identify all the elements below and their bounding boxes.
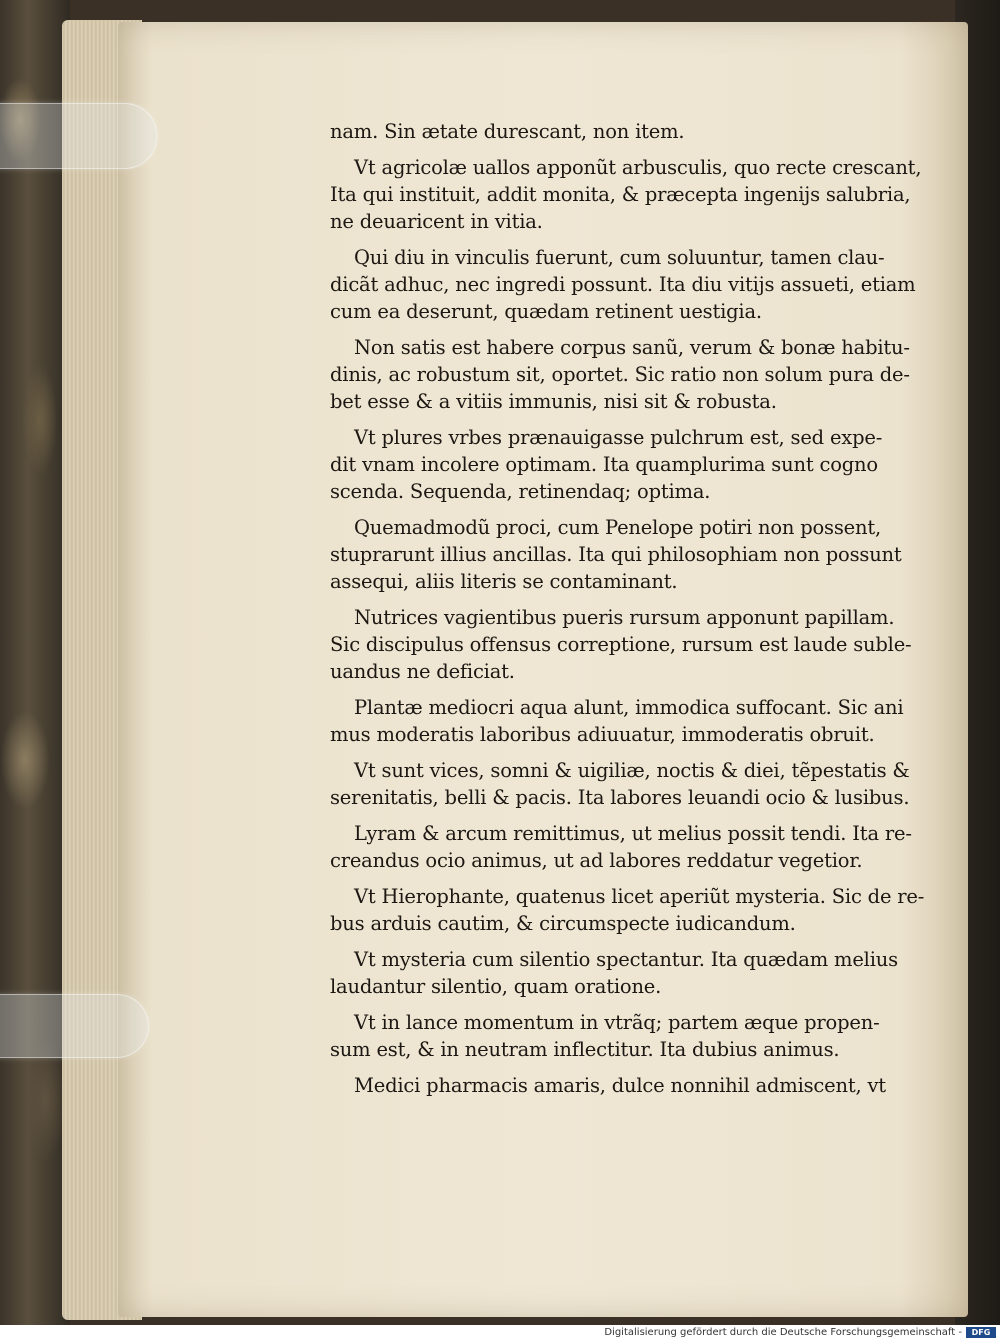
text-line: Plantæ mediocri aqua alunt, immodica suffocant. Sic ani [354, 696, 904, 719]
text-line: scenda. Sequenda, retinendaq; optima. [330, 480, 711, 503]
text-line: serenitatis, belli & pacis. Ita labores leuandi ocio & lusibus. [330, 786, 910, 809]
page-clip-bottom [0, 994, 149, 1058]
text-line: Vt mysteria cum silentio spectantur. Ita quædam melius [354, 948, 898, 971]
text-line: Qui diu in vinculis fuerunt, cum soluuntur, tamen clau- [354, 246, 885, 269]
page-clip-top [0, 103, 157, 169]
text-line: cum ea deserunt, quædam retinent uestigia. [330, 300, 762, 323]
text-line: dit vnam incolere optimam. Ita quamplurima sunt cogno [330, 453, 878, 476]
text-line: Quemadmodũ proci, cum Penelope potiri non possent, [354, 516, 881, 539]
dfg-credit: Digitalisierung gefördert durch die Deutsche Forschungsgemeinschaft - [604, 1327, 962, 1338]
text-line: Vt in lance momentum in vtrãq; partem æque propen- [354, 1011, 880, 1034]
text-line: Nutrices vagientibus pueris rursum apponunt papillam. [354, 606, 895, 629]
text-line: Vt Hierophante, quatenus licet aperiũt mysteria. Sic de re- [354, 885, 925, 908]
text-line: mus moderatis laboribus adiuuatur, immoderatis obruit. [330, 723, 875, 746]
text-line: Vt agricolæ uallos apponũt arbusculis, quo recte crescant, [354, 156, 922, 179]
text-line: dicãt adhuc, nec ingredi possunt. Ita diu vitijs assueti, etiam [330, 273, 916, 296]
text-line: laudantur silentio, quam oratione. [330, 975, 662, 998]
text-line: uandus ne deficiat. [330, 660, 515, 683]
text-line: Vt plures vrbes prænauigasse pulchrum est, sed expe- [354, 426, 883, 449]
text-line: dinis, ac robustum sit, oportet. Sic ratio non solum pura de- [330, 363, 910, 386]
text-line: Sic discipulus offensus correptione, rursum est laude suble- [330, 633, 912, 656]
text-line: Vt sunt vices, somni & uigiliæ, noctis & diei, tẽpestatis & [354, 759, 910, 782]
text-line: bet esse & a vitiis immunis, nisi sit & robusta. [330, 390, 777, 413]
text-line: ne deuaricent in vitia. [330, 210, 543, 233]
text-line: Lyram & arcum remittimus, ut melius possit tendi. Ita re- [354, 822, 912, 845]
text-line: Medici pharmacis amaris, dulce nonnihil admiscent, vt [354, 1074, 886, 1097]
text-line: bus arduis cautim, & circumspecte iudicandum. [330, 912, 796, 935]
text-line: sum est, & in neutram inflectitur. Ita dubius animus. [330, 1038, 840, 1061]
text-line: stuprarunt illius ancillas. Ita qui philosophiam non possunt [330, 543, 902, 566]
dfg-logo[interactable]: DFG [966, 1327, 996, 1338]
facing-page-text-fragments [990, 660, 1000, 980]
text-line: Non satis est habere corpus sanũ, verum & bonæ habitu- [354, 336, 910, 359]
text-line: nam. Sin ætate durescant, non item. [330, 120, 685, 143]
marbled-binding-left [0, 0, 70, 1325]
text-line: Ita qui instituit, addit monita, & præcepta ingenijs salubria, [330, 183, 911, 206]
page-text [330, 118, 930, 1099]
digitization-footer [0, 1325, 1000, 1340]
text-line: assequi, aliis literis se contaminant. [330, 570, 678, 593]
text-line: creandus ocio animus, ut ad labores reddatur vegetior. [330, 849, 863, 872]
